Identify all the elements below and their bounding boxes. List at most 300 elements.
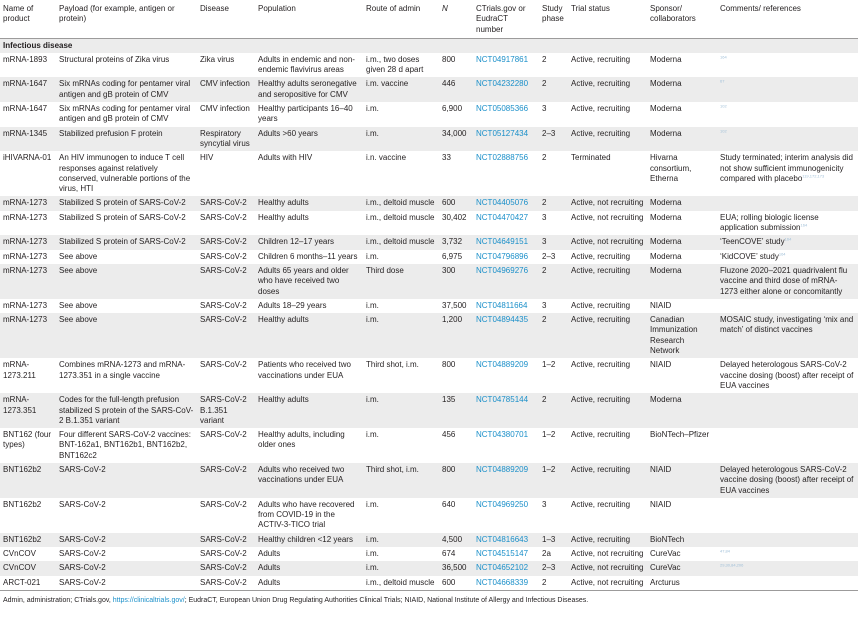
reference-superscript[interactable]: 164 [720,54,727,60]
cell-study-phase [539,102,568,127]
trial-number-text[interactable]: NCT04649151 [476,237,529,247]
cell-population [255,358,363,393]
cell-product-name [0,533,56,547]
study-phase-text: 2 [542,577,547,587]
cell-payload [56,235,197,249]
cell-product-name [0,498,56,533]
sample-size-text: 4,500 [442,534,463,544]
cell-route [363,313,439,358]
cell-trial-status [568,547,647,561]
cell-disease [197,393,255,428]
reference-superscript[interactable]: 119,172,173 [802,173,825,179]
product-name-text: mRNA-1647 [3,79,48,89]
table-row [0,561,858,575]
payload-text: Stabilized prefusion F protein [59,128,163,138]
cell-trial-number[interactable] [473,313,539,358]
payload-text: SARS-CoV-2 [59,549,106,559]
header-sponsor: Sponsor/ collaborators [647,0,717,38]
cell-comment [717,235,858,249]
cell-route [363,53,439,78]
cell-trial-number[interactable] [473,533,539,547]
cell-study-phase [539,561,568,575]
table-row [0,250,858,264]
cell-sponsor [647,264,717,299]
population-text: Children 6 months–11 years [258,251,358,261]
trial-status-text: Active, recruiting [571,395,631,405]
cell-trial-number[interactable] [473,463,539,498]
trial-number-text[interactable]: NCT04652102 [476,563,529,573]
table-row [0,211,858,236]
route-text: i.m. [366,251,379,261]
cell-sample-size [439,211,473,236]
table-row [0,102,858,127]
cell-product-name [0,102,56,127]
reference-superscript[interactable]: 67 [720,78,725,84]
sample-size-text: 800 [442,464,456,474]
sponsor-text: Hivarna consortium, Etherna [650,153,692,183]
disease-text: SARS-CoV-2 [200,315,247,325]
sponsor-text: NIAID [650,360,672,370]
cell-product-name [0,250,56,264]
study-phase-text: 2–3 [542,251,556,261]
cell-product-name [0,196,56,210]
table-row [0,299,858,313]
cell-study-phase [539,299,568,313]
trial-number-text[interactable]: NCT04668339 [476,577,529,587]
sponsor-text: CureVac [650,563,681,573]
trial-number-text[interactable]: NCT04232280 [476,79,529,89]
table-header-row [0,0,858,38]
comment-text: Study terminated; interim analysis did not show sufficient immunogenicity compared with placebo [720,153,853,183]
sample-size-text: 446 [442,79,456,89]
cell-sponsor [647,428,717,463]
disease-text: SARS-CoV-2 [200,212,247,222]
payload-text: Six mRNAs coding for pentamer viral antigen and gB protein of CMV [59,79,191,99]
cell-population [255,102,363,127]
cell-trial-number[interactable] [473,53,539,78]
cell-population [255,561,363,575]
header-disease: Disease [197,0,255,38]
cell-sample-size [439,358,473,393]
sponsor-text: Moderna [650,79,682,89]
study-phase-text: 3 [542,499,547,509]
reference-superscript[interactable]: 29,30,84,206 [720,562,744,568]
cell-population [255,498,363,533]
cell-sample-size [439,127,473,152]
disease-text: SARS-CoV-2 [200,499,247,509]
cell-trial-status [568,561,647,575]
population-text: Healthy adults [258,395,309,405]
comment-text: Delayed heterologous SARS-CoV-2 vaccine dosing (boost) after receipt of EUA vaccines [720,464,854,495]
cell-sponsor [647,547,717,561]
route-text: i.m. [366,499,379,509]
population-text: Adults in endemic and non-endemic flavivirus areas [258,54,355,75]
cell-sponsor [647,211,717,236]
trial-number-text[interactable]: NCT04816643 [476,534,529,544]
cell-payload [56,264,197,299]
cell-product-name [0,264,56,299]
study-phase-text: 2 [542,198,547,208]
trial-status-text: Active, not recruiting [571,237,644,247]
cell-trial-status [568,393,647,428]
study-phase-text: 1–2 [542,464,556,474]
trial-status-text: Active, recruiting [571,251,631,261]
comment-text: MOSAIC study, investigating ‘mix and match’ of distinct vaccines [720,315,854,335]
header-comments: Comments/ references [717,0,858,38]
cell-population [255,393,363,428]
cell-comment [717,264,858,299]
comment-text: ‘KidCOVE’ study [720,251,779,261]
trial-number-text[interactable]: NCT02888756 [476,153,529,163]
payload-text: SARS-CoV-2 [59,464,106,474]
table-row [0,533,858,547]
route-text: Third dose [366,265,404,275]
study-phase-text: 2 [542,315,547,325]
payload-text: Structural proteins of Zika virus [59,54,170,64]
route-text: i.n. vaccine [366,153,407,163]
payload-text: An HIV immunogen to induce T cell responses against relatively conserved, vulnerable portions of the virus, HTI [59,153,191,194]
population-text: Adults with HIV [258,153,313,163]
route-text: i.m., deltoid muscle [366,198,435,208]
cell-trial-number[interactable] [473,428,539,463]
product-name-text: BNT162 (four types) [3,430,52,450]
cell-trial-number[interactable] [473,235,539,249]
trial-number-text[interactable]: NCT04889209 [476,360,529,370]
population-text: Healthy adults, including older ones [258,430,345,450]
product-name-text: mRNA-1273 [3,212,48,222]
cell-trial-number[interactable] [473,196,539,210]
cell-product-name [0,358,56,393]
cell-route [363,127,439,152]
table-row [0,428,858,463]
cell-comment [717,196,858,210]
cell-trial-number[interactable] [473,127,539,152]
payload-text: Six mRNAs coding for pentamer viral antigen and gB protein of CMV [59,104,191,124]
product-name-text: mRNA-1345 [3,128,48,138]
footnote-text-after: ; EudraCT, European Union Drug Regulating Authorities Clinical Trials; NIAID, National Institute of Allergy and Infectious Diseases. [184,596,589,604]
population-text: Healthy children <12 years [258,534,353,544]
trial-number-text[interactable]: NCT04894435 [476,315,529,325]
reference-superscript[interactable]: 102 [720,128,727,134]
trial-number-text[interactable]: NCT04811664 [476,300,528,310]
disease-text: HIV [200,153,214,163]
cell-comment [717,576,858,591]
cell-trial-number[interactable] [473,77,539,102]
cell-trial-status [568,299,647,313]
disease-text: SARS-CoV-2 [200,251,247,261]
trial-number-text[interactable]: NCT04785144 [476,395,529,405]
product-name-text: mRNA-1647 [3,104,48,114]
header-status: Trial status [568,0,647,38]
reference-superscript[interactable]: 164 [784,236,792,242]
cell-sponsor [647,235,717,249]
cell-trial-number[interactable] [473,250,539,264]
product-name-text: mRNA-1893 [3,54,48,64]
cell-study-phase [539,196,568,210]
table-row [0,358,858,393]
cell-trial-number[interactable] [473,576,539,591]
cell-disease [197,211,255,236]
cell-sample-size [439,463,473,498]
trial-number-text[interactable]: NCT04917861 [476,54,529,64]
cell-sample-size [439,53,473,78]
reference-superscript[interactable]: 164 [778,250,786,256]
trial-status-text: Active, recruiting [571,79,631,89]
population-text: Adults who have recovered from COVID-19 in the ACTIV-3-TICO trial [258,499,355,530]
cell-sample-size [439,102,473,127]
footnote [0,590,858,612]
population-text: Adults [258,563,281,573]
header-name: Name of product [0,0,56,38]
sponsor-text: BioNTech–Pfizer [650,430,710,440]
trial-number-text[interactable]: NCT04470427 [476,212,529,222]
table-row [0,463,858,498]
trial-number-text[interactable]: NCT04889209 [476,464,529,474]
sample-size-text: 800 [442,54,456,64]
study-phase-text: 2 [542,153,547,163]
sponsor-text: Moderna [650,395,682,405]
cell-product-name [0,313,56,358]
cell-payload [56,561,197,575]
cell-comment [717,313,858,358]
cell-comment [717,151,858,196]
disease-text: SARS-CoV-2 [200,563,247,573]
trial-number-text[interactable]: NCT04796896 [476,251,529,261]
cell-trial-status [568,196,647,210]
cell-route [363,250,439,264]
disease-text: SARS-CoV-2 [200,360,247,370]
cell-disease [197,533,255,547]
disease-text: Respiratory syncytial virus [200,128,250,148]
cell-disease [197,358,255,393]
cell-population [255,127,363,152]
clinicaltrials-link[interactable]: https://clinicaltrials.gov/ [112,596,185,604]
cell-comment [717,358,858,393]
cell-comment [717,77,858,102]
cell-study-phase [539,533,568,547]
cell-trial-number[interactable] [473,211,539,236]
cell-population [255,428,363,463]
cell-sample-size [439,250,473,264]
cell-study-phase [539,250,568,264]
trial-status-text: Active, recruiting [571,128,631,138]
cell-study-phase [539,498,568,533]
sample-size-text: 36,500 [442,563,467,573]
cell-study-phase [539,77,568,102]
comment-text: ‘TeenCOVE’ study [720,237,785,247]
study-phase-text: 1–2 [542,430,556,440]
cell-trial-status [568,358,647,393]
cell-comment [717,393,858,428]
disease-text: CMV infection [200,79,250,89]
cell-payload [56,77,197,102]
cell-trial-status [568,498,647,533]
cell-trial-status [568,463,647,498]
payload-text: See above [59,251,98,261]
cell-trial-status [568,102,647,127]
cell-trial-number[interactable] [473,299,539,313]
cell-payload [56,547,197,561]
cell-study-phase [539,151,568,196]
cell-trial-status [568,53,647,78]
trial-number-text[interactable]: NCT04969276 [476,265,529,275]
cell-product-name [0,393,56,428]
disease-text: SARS-CoV-2 B.1.351 variant [200,395,247,425]
study-phase-text: 2–3 [542,563,556,573]
product-name-text: iHIVARNA-01 [3,153,52,163]
cell-sample-size [439,576,473,591]
population-text: Healthy adults seronegative and seropositive for CMV [258,79,357,99]
payload-text: SARS-CoV-2 [59,563,106,573]
table-row [0,576,858,591]
header-trial-number: CTrials.gov or EudraCT number [473,0,539,38]
cell-sponsor [647,151,717,196]
cell-route [363,235,439,249]
cell-payload [56,358,197,393]
trial-status-text: Active, recruiting [571,534,631,544]
cell-sponsor [647,358,717,393]
product-name-text: BNT162b2 [3,464,42,474]
population-text: Adults 18–29 years [258,300,327,310]
payload-text: Stabilized S protein of SARS-CoV-2 [59,198,186,208]
cell-product-name [0,77,56,102]
sample-size-text: 800 [442,360,456,370]
trial-status-text: Active, recruiting [571,315,631,325]
cell-sample-size [439,235,473,249]
cell-trial-number[interactable] [473,561,539,575]
cell-route [363,393,439,428]
table-row [0,53,858,78]
cell-disease [197,77,255,102]
disease-text: SARS-CoV-2 [200,464,247,474]
route-text: i.m. [366,315,379,325]
cell-trial-number[interactable] [473,102,539,127]
cell-population [255,463,363,498]
cell-payload [56,196,197,210]
trial-status-text: Active, not recruiting [571,549,644,559]
cell-trial-number[interactable] [473,547,539,561]
header-population: Population [255,0,363,38]
trial-status-text: Active, not recruiting [571,212,644,222]
table-row [0,151,858,196]
product-name-text: CVnCOV [3,549,36,559]
header-n: N [439,0,473,38]
payload-text: Combines mRNA-1273 and mRNA-1273.351 in a single vaccine [59,360,186,380]
header-phase: Study phase [539,0,568,38]
table-row [0,498,858,533]
cell-disease [197,235,255,249]
trial-number-text[interactable]: NCT04969250 [476,499,529,509]
cell-sponsor [647,463,717,498]
table-row [0,313,858,358]
cell-sample-size [439,151,473,196]
trial-status-text: Active, recruiting [571,430,631,440]
cell-population [255,53,363,78]
cell-trial-number[interactable] [473,358,539,393]
cell-comment [717,428,858,463]
cell-product-name [0,463,56,498]
cell-comment [717,498,858,533]
cell-trial-number[interactable] [473,498,539,533]
sample-size-text: 674 [442,549,456,559]
cell-trial-number[interactable] [473,264,539,299]
cell-product-name [0,299,56,313]
study-phase-text: 2 [542,265,547,275]
sponsor-text: NIAID [650,300,672,310]
cell-sponsor [647,77,717,102]
payload-text: SARS-CoV-2 [59,499,106,509]
cell-disease [197,264,255,299]
cell-route [363,196,439,210]
trial-number-text[interactable]: NCT05085366 [476,104,529,114]
section-title: Infectious disease [0,38,858,53]
population-text: Adults >60 years [258,128,318,138]
cell-population [255,533,363,547]
cell-trial-number[interactable] [473,151,539,196]
cell-payload [56,299,197,313]
cell-disease [197,299,255,313]
cell-study-phase [539,428,568,463]
table-row [0,393,858,428]
cell-product-name [0,576,56,591]
reference-superscript[interactable]: 47,84 [720,548,731,554]
cell-route [363,264,439,299]
cell-sample-size [439,77,473,102]
cell-sample-size [439,313,473,358]
cell-study-phase [539,127,568,152]
cell-population [255,151,363,196]
sample-size-text: 456 [442,430,456,440]
trial-number-text[interactable]: NCT05127434 [476,128,529,138]
cell-sponsor [647,498,717,533]
cell-sample-size [439,196,473,210]
cell-sponsor [647,196,717,210]
trial-status-text: Active, recruiting [571,464,631,474]
section-row [0,38,858,53]
sample-size-text: 3,732 [442,237,463,247]
population-text: Adults 65 years and older who have received two doses [258,265,349,296]
trial-number-text[interactable]: NCT04515147 [476,549,529,559]
cell-comment [717,127,858,152]
cell-sponsor [647,250,717,264]
cell-trial-status [568,77,647,102]
study-phase-text: 3 [542,212,547,222]
reference-superscript[interactable]: 102 [720,103,727,109]
cell-route [363,463,439,498]
cell-payload [56,127,197,152]
cell-disease [197,151,255,196]
cell-study-phase [539,463,568,498]
cell-sample-size [439,393,473,428]
cell-payload [56,250,197,264]
cell-disease [197,561,255,575]
trial-number-text[interactable]: NCT04380701 [476,430,529,440]
product-name-text: mRNA-1273 [3,198,48,208]
cell-trial-number[interactable] [473,393,539,428]
cell-population [255,576,363,591]
population-text: Adults who received two vaccinations under EUA [258,464,345,485]
cell-trial-status [568,151,647,196]
trial-number-text[interactable]: NCT04405076 [476,198,529,208]
sample-size-text: 37,500 [442,300,467,310]
reference-superscript[interactable]: 164 [800,222,808,228]
sponsor-text: NIAID [650,499,672,509]
cell-route [363,547,439,561]
product-name-text: mRNA-1273.351 [3,395,37,415]
comment-text: Delayed heterologous SARS-CoV-2 vaccine dosing (boost) after receipt of EUA vaccines [720,360,854,390]
sample-size-text: 30,402 [442,212,467,222]
study-phase-text: 2–3 [542,128,556,138]
